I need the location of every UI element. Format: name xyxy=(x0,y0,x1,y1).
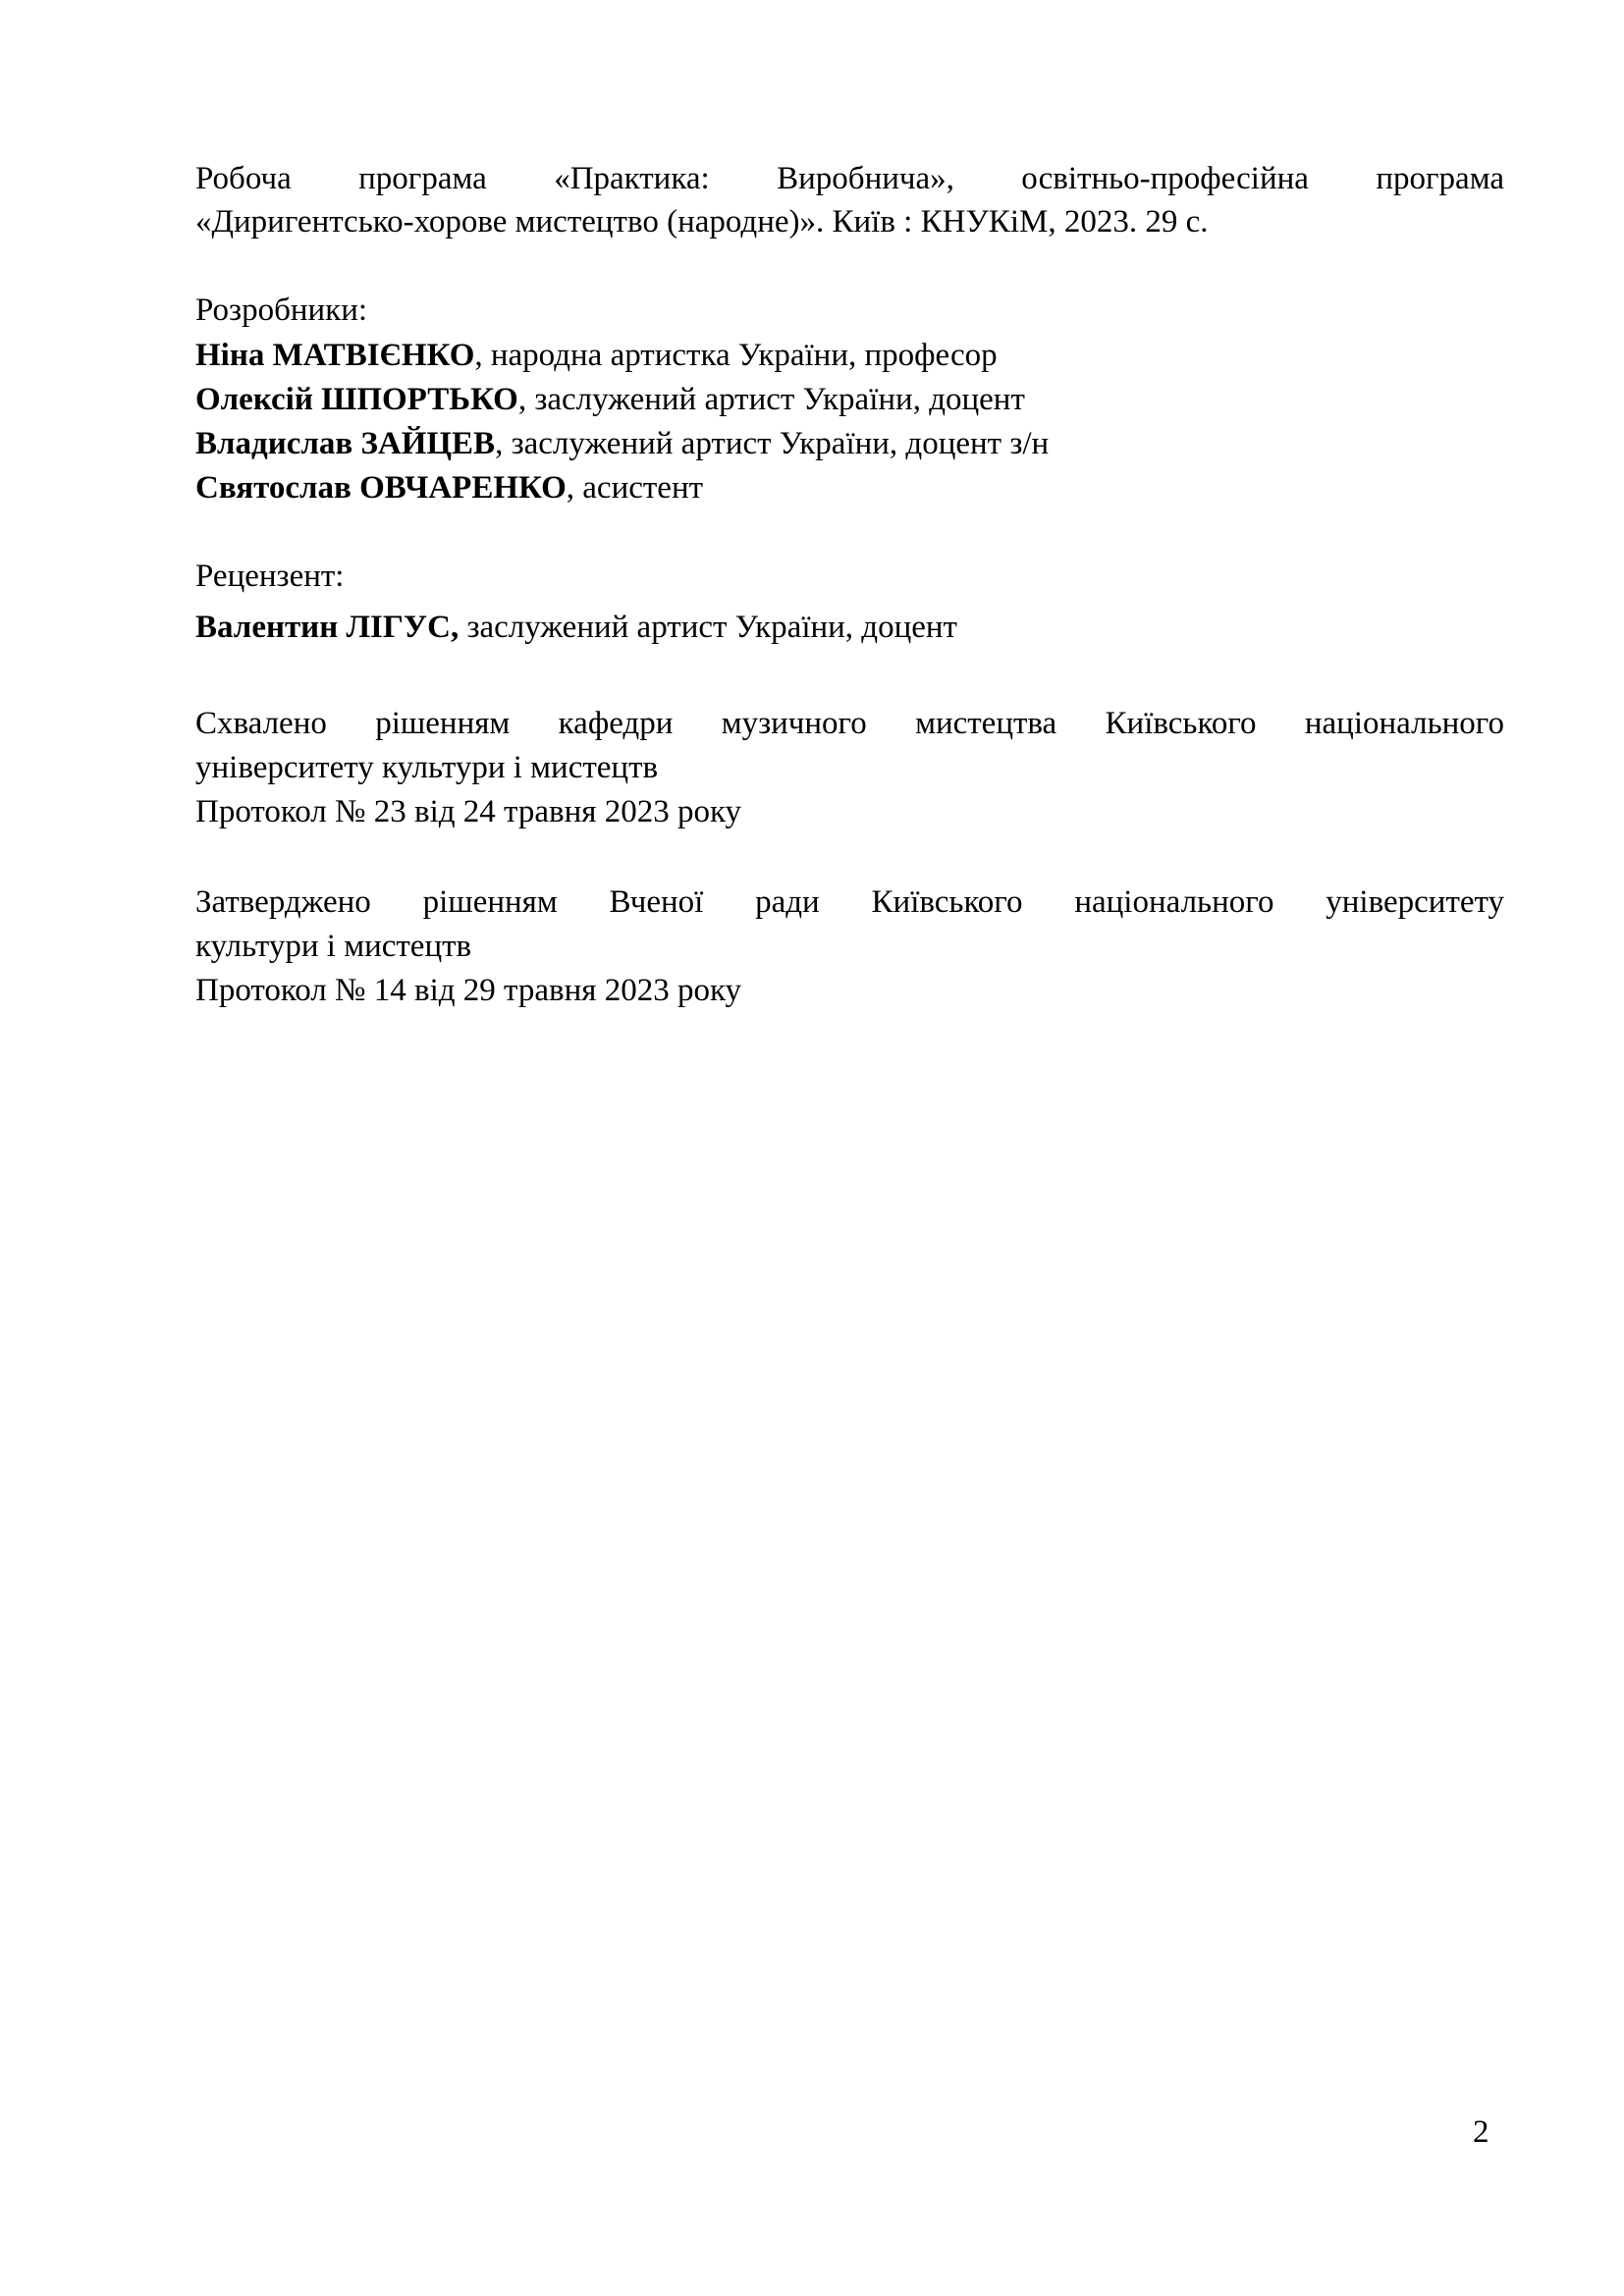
reviewer-label: Рецензент: xyxy=(195,559,345,594)
developer-name: Владислав ЗАЙЦЕВ xyxy=(195,426,496,461)
developer-name: Ніна МАТВІЄНКО xyxy=(195,338,475,373)
department-protocol: Протокол № 23 від 24 травня 2023 року xyxy=(195,794,742,829)
developer-title: , асистент xyxy=(566,470,704,506)
developer-item xyxy=(195,422,1504,465)
page-number: 2 xyxy=(1473,2114,1489,2150)
council-protocol: Протокол № 14 від 29 травня 2023 року xyxy=(195,973,742,1008)
developer-title: , народна артистка України, професор xyxy=(474,338,998,373)
reviewer-title: заслужений артист України, доцент xyxy=(459,610,957,645)
citation-line-2: «Диригентсько-хорове мистецтво (народне)». Київ : КНУКіМ, 2023. 29 с. xyxy=(195,204,1209,240)
council-approval-line-1: Затверджено рішенням Вченої ради Київського національного університету xyxy=(195,884,1504,920)
department-approval-line-2: університету культури і мистецтв xyxy=(195,750,659,785)
citation-line-1: Робоча програма «Практика: Виробнича», освітньо-професійна програма xyxy=(195,161,1504,196)
developer-item xyxy=(195,466,1504,509)
developer-name: Олексій ШПОРТЬКО xyxy=(195,382,518,417)
developer-item xyxy=(195,334,1504,377)
developer-title: , заслужений артист України, доцент xyxy=(517,382,1025,417)
developer-title: , заслужений артист України, доцент з/н xyxy=(495,426,1050,461)
developer-item xyxy=(195,378,1504,421)
reviewer-name: Валентин ЛІГУС, xyxy=(195,610,460,645)
developers-label: Розробники: xyxy=(195,293,368,328)
council-approval-line-2: культури і мистецтв xyxy=(195,929,472,964)
reviewer-item xyxy=(195,606,1504,649)
developer-name: Святослав ОВЧАРЕНКО xyxy=(195,470,567,506)
department-approval-line-1: Схвалено рішенням кафедри музичного мистецтва Київського національного xyxy=(195,706,1504,741)
